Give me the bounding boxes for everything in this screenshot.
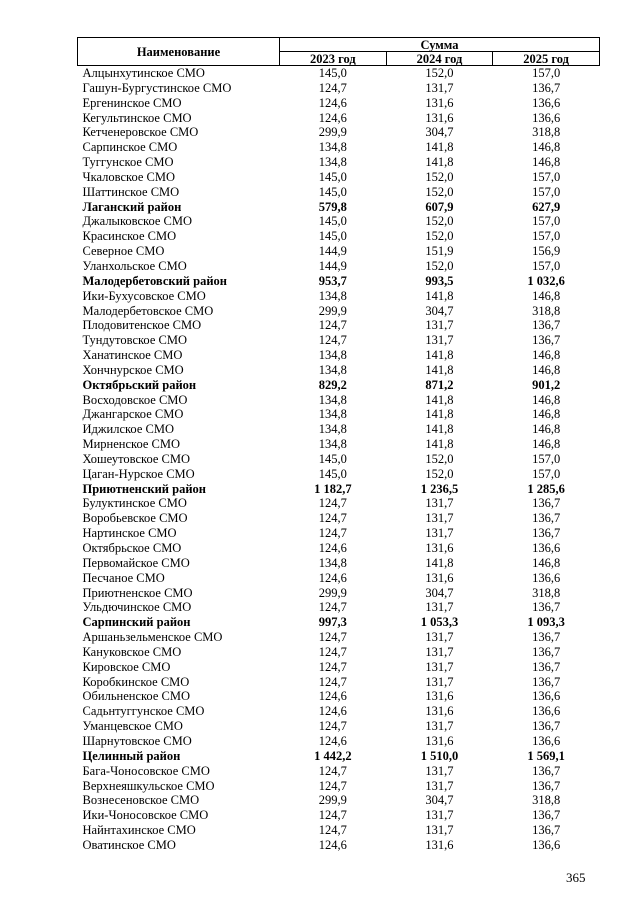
row-value-2024: 131,6 [425, 95, 454, 110]
row-value-2023: 124,7 [318, 496, 347, 511]
row-value-2024: 304,7 [425, 793, 454, 808]
row-value-2024: 131,7 [425, 823, 454, 838]
row-value-2023: 145,0 [318, 169, 347, 184]
row-value-2025: 157,0 [532, 229, 561, 244]
row-value-2025: 146,8 [532, 140, 561, 155]
row-value-2024: 131,7 [425, 318, 454, 333]
row-value-2024: 131,7 [425, 80, 454, 95]
row-value-2024: 1 510,0 [420, 748, 459, 763]
table-row [78, 630, 600, 645]
row-value-2025: 318,8 [532, 585, 561, 600]
row-name: Хошеутовское СМО [82, 451, 191, 466]
table-row [78, 779, 600, 794]
table-row [78, 704, 600, 719]
table-row [78, 125, 600, 140]
row-name: Гашун-Бургустинское СМО [82, 80, 232, 95]
row-name: Туггунское СМО [82, 155, 174, 170]
row-value-2023: 124,6 [318, 733, 347, 748]
row-name: Ханатинское СМО [82, 348, 183, 363]
row-value-2023: 145,0 [318, 451, 347, 466]
row-value-2025: 136,6 [532, 110, 561, 125]
row-value-2025: 136,6 [532, 689, 561, 704]
row-value-2025: 136,7 [532, 630, 561, 645]
row-value-2024: 152,0 [425, 66, 454, 80]
table-row [78, 304, 600, 319]
row-value-2025: 157,0 [532, 66, 561, 80]
table-row [78, 422, 600, 437]
row-value-2023: 579,8 [318, 199, 347, 214]
row-value-2024: 304,7 [425, 125, 454, 140]
row-name: Сарпинское СМО [82, 140, 178, 155]
row-name: Садьнтуггунское СМО [82, 704, 205, 719]
row-value-2025: 146,8 [532, 288, 561, 303]
row-name: Чкаловское СМО [82, 169, 176, 184]
row-value-2025: 627,9 [532, 199, 561, 214]
row-value-2023: 145,0 [318, 229, 347, 244]
row-value-2024: 141,8 [425, 407, 454, 422]
row-value-2025: 136,7 [532, 600, 561, 615]
row-value-2025: 136,7 [532, 808, 561, 823]
row-value-2024: 304,7 [425, 585, 454, 600]
row-name: Мирненское СМО [82, 437, 181, 452]
row-value-2025: 136,7 [532, 719, 561, 734]
row-name: Кировское СМО [82, 659, 171, 674]
row-value-2024: 141,8 [425, 362, 454, 377]
table-row [78, 81, 600, 96]
row-value-2024: 304,7 [425, 303, 454, 318]
row-name: Плодовитенское СМО [82, 318, 202, 333]
row-value-2025: 157,0 [532, 451, 561, 466]
table-row [78, 571, 600, 586]
row-value-2025: 146,8 [532, 348, 561, 363]
row-value-2025: 136,7 [532, 526, 561, 541]
table-row [78, 496, 600, 511]
row-value-2023: 124,7 [318, 318, 347, 333]
row-name: Октябрьский район [82, 377, 197, 392]
row-value-2023: 124,7 [318, 630, 347, 645]
row-name: Уманцевское СМО [82, 719, 183, 734]
row-value-2025: 1 569,1 [527, 748, 565, 763]
row-value-2024: 131,6 [425, 837, 454, 852]
row-value-2023: 1 182,7 [314, 481, 352, 496]
row-value-2024: 151,9 [425, 244, 454, 259]
row-value-2025: 136,7 [532, 496, 561, 511]
row-name: Ики-Чоносовское СМО [82, 808, 209, 823]
row-value-2023: 124,6 [318, 704, 347, 719]
row-value-2023: 124,7 [318, 659, 347, 674]
header-year-2025: 2025 год [493, 52, 600, 66]
row-value-2024: 152,0 [425, 169, 454, 184]
row-value-2024: 141,8 [425, 437, 454, 452]
row-value-2023: 124,7 [318, 719, 347, 734]
row-name: Верхнеяшкульское СМО [82, 778, 215, 793]
row-value-2025: 1 093,3 [527, 615, 565, 630]
row-value-2023: 134,8 [318, 437, 347, 452]
table-row [78, 170, 600, 185]
row-value-2025: 318,8 [532, 793, 561, 808]
row-value-2025: 136,7 [532, 823, 561, 838]
row-value-2025: 136,7 [532, 318, 561, 333]
row-name: Уланхольское СМО [82, 258, 187, 273]
row-value-2024: 131,7 [425, 496, 454, 511]
row-value-2024: 131,7 [425, 644, 454, 659]
table-row [78, 437, 600, 452]
row-value-2024: 131,6 [425, 110, 454, 125]
row-value-2023: 124,7 [318, 778, 347, 793]
row-value-2025: 901,2 [532, 377, 561, 392]
row-value-2023: 124,7 [318, 808, 347, 823]
row-value-2024: 131,6 [425, 733, 454, 748]
table-row [78, 541, 600, 556]
district-total-row [78, 274, 600, 289]
row-name: Сарпинский район [82, 615, 191, 630]
row-name: Воробьевское СМО [82, 511, 188, 526]
row-name: Ульдючинское СМО [82, 600, 192, 615]
row-value-2023: 829,2 [318, 377, 347, 392]
row-value-2024: 141,8 [425, 392, 454, 407]
table-row [78, 586, 600, 601]
table-row [78, 229, 600, 244]
row-value-2024: 152,0 [425, 451, 454, 466]
row-value-2024: 131,7 [425, 719, 454, 734]
row-value-2023: 299,9 [318, 793, 347, 808]
row-value-2025: 157,0 [532, 184, 561, 199]
table-row [78, 556, 600, 571]
row-value-2023: 124,6 [318, 110, 347, 125]
table-row [78, 467, 600, 482]
row-value-2025: 157,0 [532, 169, 561, 184]
row-value-2025: 136,7 [532, 674, 561, 689]
table-row [78, 185, 600, 200]
table-row [78, 838, 600, 853]
row-value-2025: 136,6 [532, 704, 561, 719]
table-row [78, 348, 600, 363]
table-row [78, 66, 600, 81]
row-name: Тундутовское СМО [82, 333, 187, 348]
row-value-2024: 1 236,5 [420, 481, 459, 496]
row-value-2025: 146,8 [532, 422, 561, 437]
row-value-2025: 136,7 [532, 644, 561, 659]
table-row [78, 660, 600, 675]
row-value-2024: 152,0 [425, 258, 454, 273]
row-value-2025: 136,6 [532, 837, 561, 852]
row-value-2023: 299,9 [318, 125, 347, 140]
row-value-2023: 124,7 [318, 823, 347, 838]
table-row [78, 259, 600, 274]
table-row [78, 719, 600, 734]
row-name: Приютненский район [82, 481, 206, 496]
table-row [78, 363, 600, 378]
row-value-2025: 146,8 [532, 437, 561, 452]
row-value-2025: 136,7 [532, 80, 561, 95]
row-value-2024: 152,0 [425, 214, 454, 229]
row-name: Лаганский район [82, 199, 182, 214]
row-value-2023: 144,9 [318, 258, 347, 273]
table-row [78, 734, 600, 749]
table-row [78, 407, 600, 422]
row-value-2024: 131,6 [425, 570, 454, 585]
row-value-2025: 146,8 [532, 407, 561, 422]
row-value-2025: 136,6 [532, 95, 561, 110]
row-value-2023: 124,6 [318, 570, 347, 585]
table-row [78, 526, 600, 541]
table-row [78, 333, 600, 348]
row-name: Малодербетовский район [82, 273, 227, 288]
row-value-2025: 146,8 [532, 555, 561, 570]
row-value-2025: 136,7 [532, 659, 561, 674]
row-value-2023: 299,9 [318, 303, 347, 318]
row-name: Иджилское СМО [82, 422, 174, 437]
row-value-2023: 145,0 [318, 184, 347, 199]
row-value-2024: 152,0 [425, 229, 454, 244]
row-name: Восходовское СМО [82, 392, 188, 407]
row-name: Алцынхутинское СМО [82, 66, 205, 80]
row-value-2023: 1 442,2 [314, 748, 352, 763]
table-row [78, 140, 600, 155]
row-value-2023: 134,8 [318, 555, 347, 570]
row-name: Найнтахинское СМО [82, 823, 196, 838]
district-total-row [78, 749, 600, 764]
table-row [78, 689, 600, 704]
row-value-2025: 146,8 [532, 362, 561, 377]
row-value-2023: 124,6 [318, 689, 347, 704]
row-name: Вознесеновское СМО [82, 793, 200, 808]
row-value-2025: 136,6 [532, 541, 561, 555]
table-row [78, 214, 600, 229]
row-value-2024: 141,8 [425, 140, 454, 155]
table-row [78, 645, 600, 660]
table-row [78, 111, 600, 126]
row-value-2024: 131,7 [425, 526, 454, 541]
row-value-2024: 131,7 [425, 674, 454, 689]
row-value-2025: 136,7 [532, 763, 561, 778]
table-row [78, 452, 600, 467]
row-name: Ики-Бухусовское СМО [82, 288, 206, 303]
district-total-row [78, 482, 600, 497]
row-value-2024: 607,9 [425, 199, 454, 214]
row-name: Песчаное СМО [82, 570, 165, 585]
table-row [78, 318, 600, 333]
row-name: Джангарское СМО [82, 407, 184, 422]
row-name: Целинный район [82, 748, 181, 763]
row-value-2023: 299,9 [318, 585, 347, 600]
budget-table [77, 37, 600, 853]
row-value-2023: 134,8 [318, 140, 347, 155]
row-value-2023: 145,0 [318, 66, 347, 80]
row-value-2023: 124,6 [318, 837, 347, 852]
row-value-2023: 124,6 [318, 541, 347, 555]
row-name: Шарнутовское СМО [82, 733, 192, 748]
header-year-2023: 2023 год [280, 52, 387, 66]
row-value-2024: 141,8 [425, 555, 454, 570]
row-value-2025: 146,8 [532, 392, 561, 407]
table-row [78, 823, 600, 838]
row-value-2025: 318,8 [532, 303, 561, 318]
row-name: Бага-Чоносовское СМО [82, 763, 210, 778]
row-value-2025: 157,0 [532, 466, 561, 481]
table-row [78, 393, 600, 408]
table-row [78, 764, 600, 779]
page-number: 365 [566, 870, 586, 885]
row-value-2025: 136,7 [532, 333, 561, 348]
row-value-2025: 157,0 [532, 258, 561, 273]
row-value-2025: 1 032,6 [527, 273, 565, 288]
row-name: Цаган-Нурское СМО [82, 466, 195, 481]
row-name: Коробкинское СМО [82, 674, 190, 689]
row-value-2025: 136,7 [532, 778, 561, 793]
table-row [78, 600, 600, 615]
row-name: Кануковское СМО [82, 644, 182, 659]
row-value-2024: 131,6 [425, 541, 454, 555]
row-value-2024: 131,7 [425, 763, 454, 778]
row-value-2023: 134,8 [318, 392, 347, 407]
row-value-2024: 131,7 [425, 630, 454, 645]
row-value-2025: 146,8 [532, 155, 561, 170]
row-value-2025: 157,0 [532, 214, 561, 229]
row-value-2024: 152,0 [425, 184, 454, 199]
row-value-2024: 131,7 [425, 600, 454, 615]
row-value-2023: 953,7 [318, 273, 347, 288]
table-row [78, 793, 600, 808]
row-name: Октябрьское СМО [82, 541, 182, 555]
row-name: Кегультинское СМО [82, 110, 192, 125]
row-value-2024: 131,7 [425, 659, 454, 674]
row-name: Обильненское СМО [82, 689, 190, 704]
district-total-row [78, 615, 600, 630]
row-value-2023: 124,7 [318, 333, 347, 348]
row-value-2023: 124,7 [318, 526, 347, 541]
row-value-2023: 145,0 [318, 214, 347, 229]
row-value-2023: 997,3 [318, 615, 347, 630]
table-row [78, 244, 600, 259]
row-value-2024: 131,7 [425, 778, 454, 793]
row-name: Джалыковское СМО [82, 214, 193, 229]
row-value-2024: 141,8 [425, 422, 454, 437]
row-value-2025: 1 285,6 [527, 481, 565, 496]
row-value-2024: 131,7 [425, 333, 454, 348]
table-body [78, 66, 600, 853]
row-name: Нартинское СМО [82, 526, 177, 541]
row-value-2023: 145,0 [318, 466, 347, 481]
row-name: Аршаньзельменское СМО [82, 630, 223, 645]
district-total-row [78, 200, 600, 215]
row-value-2025: 318,8 [532, 125, 561, 140]
row-value-2025: 136,7 [532, 511, 561, 526]
row-name: Булуктинское СМО [82, 496, 187, 511]
row-value-2023: 134,8 [318, 288, 347, 303]
row-value-2024: 993,5 [425, 273, 454, 288]
district-total-row [78, 378, 600, 393]
row-value-2023: 144,9 [318, 244, 347, 259]
row-value-2024: 1 053,3 [420, 615, 459, 630]
row-value-2024: 141,8 [425, 348, 454, 363]
row-value-2023: 134,8 [318, 362, 347, 377]
table-row [78, 155, 600, 170]
row-value-2023: 134,8 [318, 407, 347, 422]
header-name: Наименование [78, 38, 280, 66]
header-year-2024: 2024 год [386, 52, 493, 66]
row-value-2024: 141,8 [425, 155, 454, 170]
row-value-2024: 131,7 [425, 808, 454, 823]
row-name: Ергенинское СМО [82, 95, 182, 110]
row-value-2024: 131,6 [425, 704, 454, 719]
row-value-2023: 134,8 [318, 422, 347, 437]
row-name: Малодербетовское СМО [82, 303, 214, 318]
row-name: Первомайское СМО [82, 555, 190, 570]
row-name: Шаттинское СМО [82, 184, 180, 199]
row-name: Кетченеровское СМО [82, 125, 199, 140]
table-row [78, 675, 600, 690]
row-value-2023: 124,7 [318, 763, 347, 778]
row-value-2023: 124,7 [318, 80, 347, 95]
table-row [78, 808, 600, 823]
row-value-2023: 134,8 [318, 155, 347, 170]
row-name: Хончнурское СМО [82, 362, 184, 377]
table-row [78, 511, 600, 526]
row-value-2023: 124,7 [318, 511, 347, 526]
table-header [78, 38, 600, 66]
row-value-2024: 152,0 [425, 466, 454, 481]
row-name: Оватинское СМО [82, 837, 176, 852]
row-value-2024: 871,2 [425, 377, 454, 392]
table-row [78, 96, 600, 111]
row-name: Приютненское СМО [82, 585, 193, 600]
row-value-2023: 134,8 [318, 348, 347, 363]
row-value-2023: 124,7 [318, 674, 347, 689]
row-value-2025: 136,6 [532, 570, 561, 585]
row-value-2025: 136,6 [532, 733, 561, 748]
header-sum: Сумма [280, 38, 600, 52]
row-name: Красинское СМО [82, 229, 177, 244]
row-value-2023: 124,6 [318, 95, 347, 110]
row-value-2024: 131,6 [425, 689, 454, 704]
row-value-2025: 156,9 [532, 244, 561, 259]
row-value-2024: 131,7 [425, 511, 454, 526]
row-value-2024: 141,8 [425, 288, 454, 303]
row-name: Северное СМО [82, 244, 165, 259]
table-row [78, 289, 600, 304]
row-value-2023: 124,7 [318, 644, 347, 659]
row-value-2023: 124,7 [318, 600, 347, 615]
